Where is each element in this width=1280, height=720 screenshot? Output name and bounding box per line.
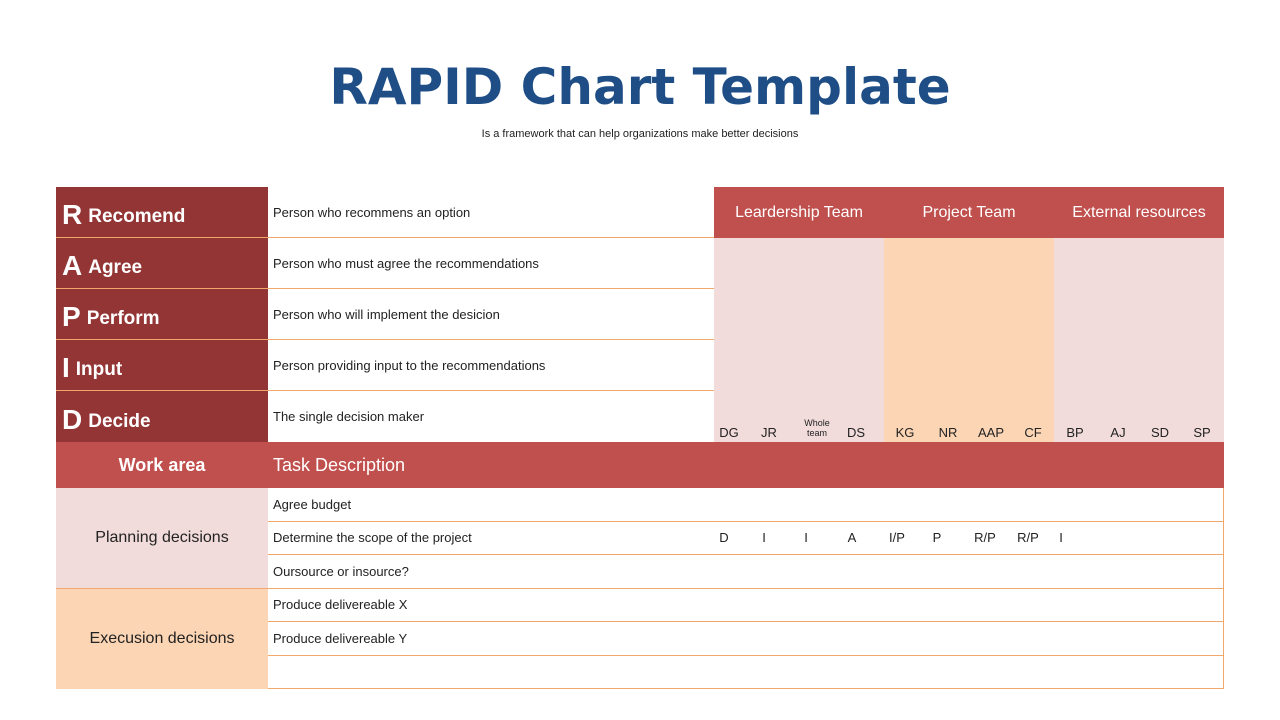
member-code: BP — [1066, 425, 1084, 440]
page-subtitle: Is a framework that can help organizations make better decisions — [481, 128, 799, 140]
member-code: NR — [938, 425, 958, 440]
assignment-value: D — [719, 530, 729, 545]
role-word: Agree — [88, 257, 143, 278]
team-header-external: External resources — [1054, 187, 1224, 238]
page-title: RAPID Chart Template — [329, 58, 951, 116]
role-definition: Person who recommens an option — [268, 187, 714, 238]
role-word: Input — [75, 359, 123, 380]
assignment-value: I — [804, 530, 808, 545]
task-row: Agree budget — [268, 488, 1224, 522]
role-perform — [56, 289, 268, 340]
task-row — [268, 656, 1224, 690]
role-letter: R — [62, 199, 83, 230]
role-letter: I — [62, 352, 70, 383]
role-letter: D — [62, 404, 83, 435]
role-decide — [56, 391, 268, 442]
role-definition: Person who must agree the recommendations — [268, 238, 714, 289]
work-area-header: Work area — [118, 454, 206, 475]
group-execution: Execusion decisions — [56, 589, 268, 690]
member-code: DG — [719, 425, 739, 440]
role-input — [56, 340, 268, 391]
member-code: AJ — [1110, 425, 1126, 440]
task-row: Oursource or insource? — [268, 555, 1224, 589]
member-code: CF — [1024, 425, 1042, 440]
role-definition: Person who will implement the desicion — [268, 289, 714, 340]
role-definition: Person providing input to the recommendations — [268, 340, 714, 391]
assignment-value: I/P — [889, 530, 905, 545]
assignment-value: R/P — [1017, 530, 1039, 545]
role-recomend — [56, 187, 268, 238]
role-word: Decide — [88, 411, 151, 432]
group-planning: Planning decisions — [56, 488, 268, 589]
member-code: AAP — [977, 425, 1004, 440]
task-row: Produce delivereable Y — [268, 622, 1224, 656]
assignment-value: R/P — [974, 530, 996, 545]
member-code: JR — [761, 425, 777, 440]
role-letter: P — [62, 301, 81, 332]
member-code: DS — [846, 425, 866, 440]
task-description-header: Task Description — [273, 454, 406, 475]
task-row: Determine the scope of the project — [268, 522, 1224, 556]
assignment-value: I — [1059, 530, 1063, 545]
team-header-project: Project Team — [884, 187, 1054, 238]
team-column-leadership — [714, 238, 884, 442]
role-definition: The single decision maker — [268, 391, 714, 442]
role-word: Recomend — [88, 206, 186, 227]
role-letter: A — [62, 250, 83, 281]
team-column-project — [884, 238, 1054, 442]
member-code: Whole team — [804, 418, 830, 438]
member-code: SP — [1193, 425, 1211, 440]
role-agree — [56, 238, 268, 289]
role-word: Perform — [86, 308, 160, 329]
team-column-external — [1054, 238, 1224, 442]
team-header-leadership: Leardership Team — [714, 187, 884, 238]
member-code: SD — [1150, 425, 1170, 440]
member-code: KG — [895, 425, 915, 440]
assignment-value: A — [847, 530, 857, 545]
task-row: Produce delivereable X — [268, 589, 1224, 623]
assignment-value: P — [932, 530, 942, 545]
assignment-value: I — [762, 530, 766, 545]
